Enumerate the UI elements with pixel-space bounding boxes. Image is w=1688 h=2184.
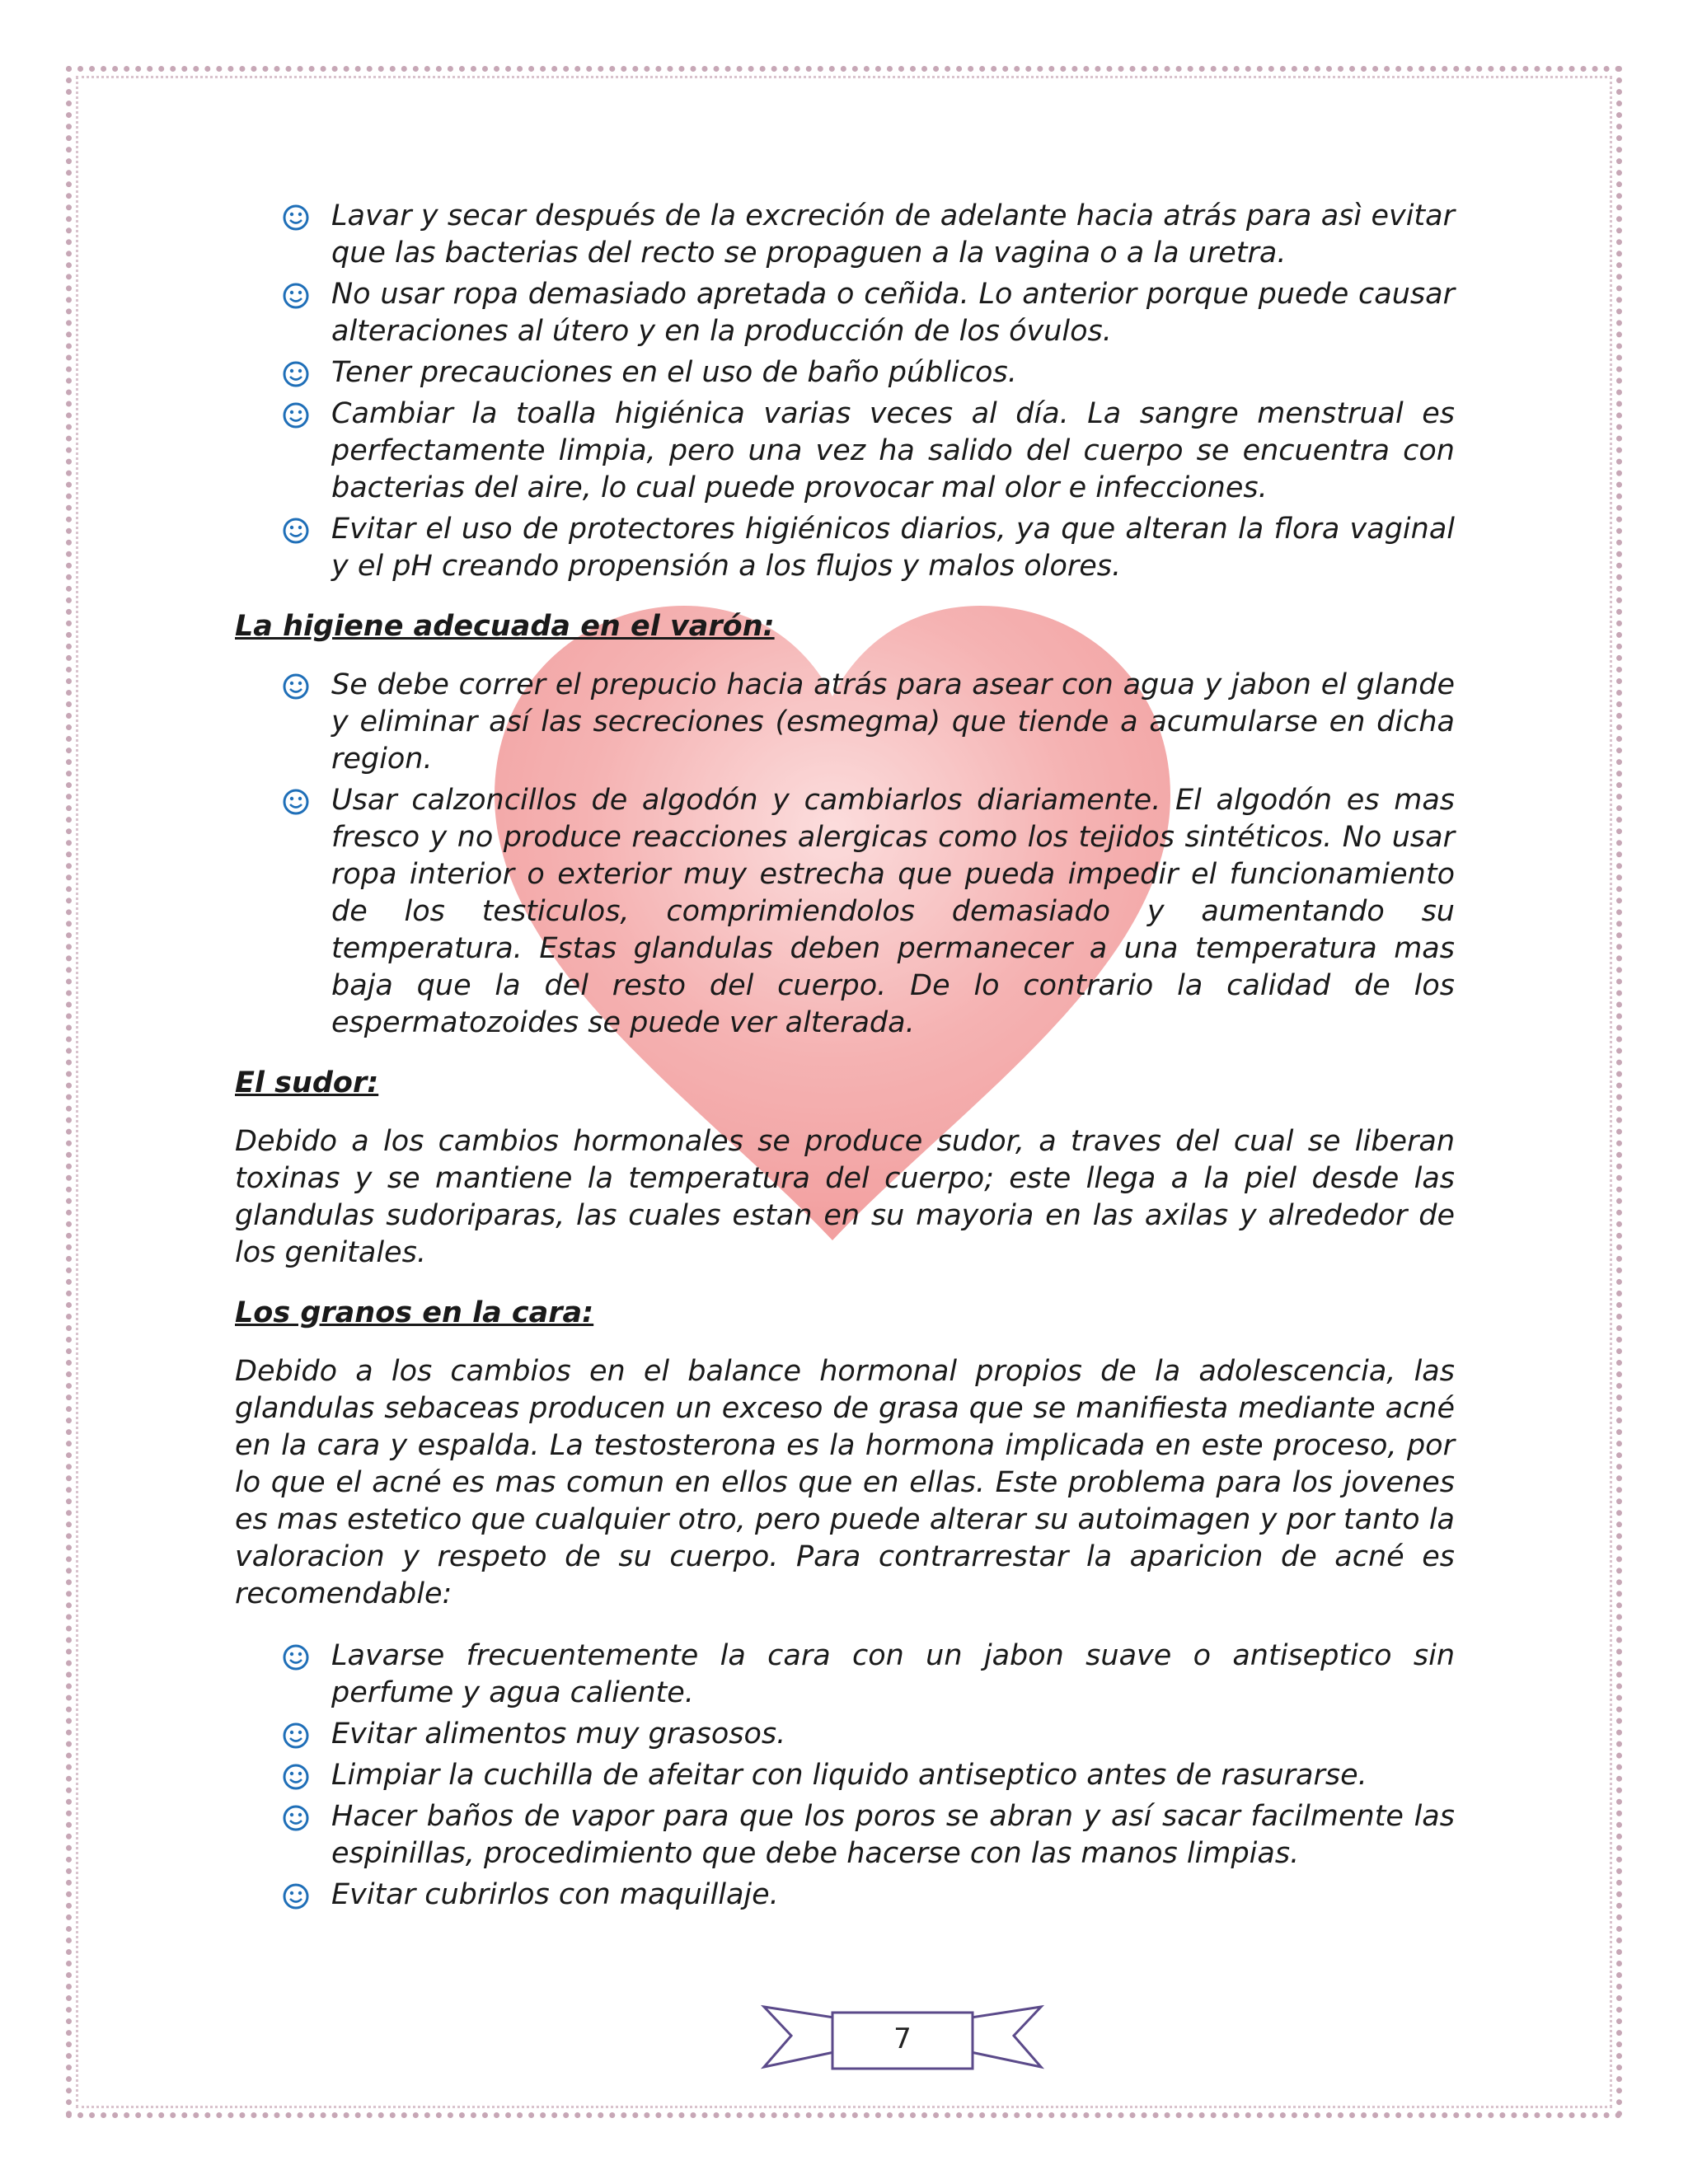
list-item [331, 782, 1455, 1042]
list-item [331, 1877, 1455, 1914]
list-item [331, 276, 1455, 350]
smiley-icon [282, 360, 310, 388]
list-item-text: Evitar cubrirlos con maquillaje. [331, 1878, 779, 1911]
list-item [331, 1757, 1455, 1794]
list-item-text: Lavar y secar después de la excreción de adelante hacia atrás para asì evitar que las bacterias del recto se propaguen a la vagina o a la uretra. [331, 199, 1455, 269]
list-item-text: Evitar el uso de protectores higiénicos diarios, ya que alteran la flora vaginal y el pH creando propensión a los flujos y malos olores. [331, 513, 1455, 583]
list-item [331, 667, 1455, 778]
list-item [331, 354, 1455, 391]
spacer [235, 1613, 1455, 1638]
smiley-icon [282, 1722, 310, 1750]
smiley-icon [282, 517, 310, 545]
smiley-icon [282, 1804, 310, 1832]
list-item [331, 1716, 1455, 1753]
list-item-text: Cambiar la toalla higiénica varias veces al día. La sangre menstrual es perfectamente limpia, pero una vez ha salido del cuerpo se encuentra con bacterias del aire, lo cual puede provocar mal olor e infecciones. [331, 397, 1455, 504]
list-item-text: No usar ropa demasiado apretada o ceñida. Lo anterior porque puede causar alteraciones al útero y en la producción de los óvulos. [331, 278, 1455, 348]
list-item [331, 1798, 1455, 1872]
list-item-text: Evitar alimentos muy grasosos. [331, 1718, 786, 1750]
acne-tips-list [235, 1638, 1455, 1914]
smiley-icon [282, 673, 310, 701]
list-item-text: Se debe correr el prepucio hacia atrás para asear con agua y jabon el glande y eliminar así las secreciones (esmegma) que tiende a acumularse en dicha region. [331, 668, 1455, 776]
smiley-icon [282, 1643, 310, 1671]
list-item-text: Hacer baños de vapor para que los poros se abran y así sacar facilmente las espinillas, procedimiento que debe hacerse con las manos limpias. [331, 1800, 1455, 1870]
smiley-icon [282, 1763, 310, 1791]
section-heading-varon: La higiene adecuada en el varón: [235, 610, 775, 643]
smiley-icon [282, 204, 310, 232]
smiley-icon [282, 401, 310, 429]
list-item-text: Tener precauciones en el uso de baño públicos. [331, 356, 1017, 389]
smiley-icon [282, 788, 310, 816]
section-heading-sudor: El sudor: [235, 1066, 379, 1099]
list-item-text: Limpiar la cuchilla de afeitar con liquido antiseptico antes de rasurarse. [331, 1759, 1367, 1792]
page-number: 7 [893, 2022, 912, 2055]
list-item [331, 198, 1455, 272]
page-content [235, 198, 1455, 1918]
list-item [331, 511, 1455, 585]
sudor-paragraph: Debido a los cambios hormonales se produce sudor, a traves del cual se liberan toxinas y se mantiene la temperatura del cuerpo; este llega a la piel desde las glandulas sudoriparas, las cuales estan en su mayoria en las axilas y alrededor de los genitales. [235, 1125, 1455, 1269]
hygiene-list-male [235, 667, 1455, 1042]
hygiene-list-female [235, 198, 1455, 585]
list-item [331, 396, 1455, 507]
granos-paragraph: Debido a los cambios en el balance hormonal propios de la adolescencia, las glandulas sebaceas producen un exceso de grasa que se manifiesta mediante acné en la cara y espalda. La testosterona es la hormona implicada en este proceso, por lo que el acné es mas comun en ellos que en ellas. Este problema para los jovenes es mas estetico que cualquier otro, pero puede alterar su autoimagen y por tanto la valoracion y respeto de su cuerpo. Para contrarrestar la aparicion de acné es recomendable: [235, 1355, 1455, 1610]
list-item-text: Lavarse frecuentemente la cara con un jabon suave o antiseptico sin perfume y agua caliente. [331, 1639, 1455, 1709]
smiley-icon [282, 1882, 310, 1910]
section-heading-granos: Los granos en la cara: [235, 1296, 594, 1329]
smiley-icon [282, 282, 310, 310]
list-item [331, 1638, 1455, 1712]
list-item-text: Usar calzoncillos de algodón y cambiarlos diariamente. El algodón es mas fresco y no produce reacciones alergicas como los tejidos sintéticos. No usar ropa interior o exterior muy estrecha que pueda impedir el funcionamiento de los testiculos, comprimiendolos demasiado y aumentando su temperatura. Estas glandulas deben permanecer a una temperatura mas baja que la del resto del cuerpo. De lo contrario la calidad de los espermatozoides se puede ver alterada. [331, 784, 1455, 1039]
